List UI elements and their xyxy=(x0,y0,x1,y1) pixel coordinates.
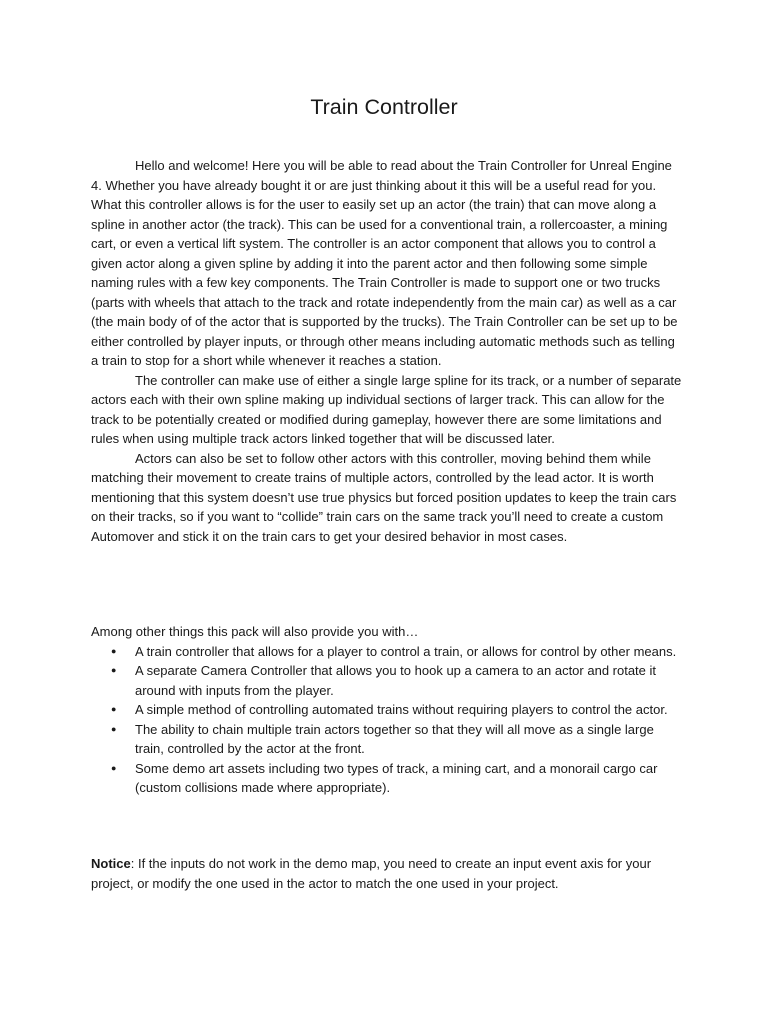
document-title: Train Controller xyxy=(310,95,458,119)
list-item: ● A train controller that allows for a player to control a train, or allows for control by other means. xyxy=(91,642,685,662)
intro-section xyxy=(91,156,685,546)
paragraph-intro: Hello and welcome! Here you will be able to read about the Train Controller for Unreal Engine 4. Whether you have already bought it or are just thinking about it this will be a useful read for you. What this controller allows is for the user to easily set up an actor (the train) that can move along a spline in another actor (the track). This can be used for a conventional train, a rollercoaster, a mining cart, or even a vertical lift system. The controller is an actor component that allows you to control a given actor along a given spline by adding it into the parent actor and then following some simple naming rules with a few key components. The Train Controller is made to support one or two trucks (parts with wheels that attach to the track and rotate independently from the main car) as well as a car (the main body of of the actor that is supported by the trucks). The Train Controller can be set up to be either controlled by player inputs, or through other means including automatic methods such as telling a train to stop for a short while whenever it reaches a station. xyxy=(91,158,678,368)
features-section xyxy=(91,622,685,798)
features-list xyxy=(91,642,685,798)
notice-label: Notice xyxy=(91,856,131,871)
list-item: ● A simple method of controlling automated trains without requiring players to control the actor. xyxy=(91,700,685,720)
list-item: ● A separate Camera Controller that allows you to hook up a camera to an actor and rotate it around with inputs from the player. xyxy=(91,661,685,700)
features-intro: Among other things this pack will also provide you with… xyxy=(91,624,419,639)
paragraph-track: The controller can make use of either a single large spline for its track, or a number of separate actors each with their own spline making up individual sections of larger track. This can allow for the track to be potentially created or modified during gameplay, however there are some limitations and rules when using multiple track actors linked together that will be discussed later. xyxy=(91,372,682,446)
paragraph-follow: Actors can also be set to follow other actors with this controller, moving behind them while matching their movement to create trains of multiple actors, controlled by the lead actor. It is worth mentioning that this system doesn’t use true physics but forced position updates to keep the train cars on their tracks, so if you want to “collide” train cars on the same track you’ll need to create a custom Automover and stick it on the train cars to get your desired behavior in most cases. xyxy=(91,450,677,544)
list-item: ● The ability to chain multiple train actors together so that they will all move as a single large train, controlled by the actor at the front. xyxy=(91,720,685,759)
notice-paragraph xyxy=(91,854,685,893)
notice-text: : If the inputs do not work in the demo map, you need to create an input event axis for your project, or modify the one used in the actor to match the one used in your project. xyxy=(91,856,652,891)
list-item: ● Some demo art assets including two types of track, a mining cart, and a monorail cargo car (custom collisions made where appropriate). xyxy=(91,759,685,798)
notice-section xyxy=(91,854,685,893)
